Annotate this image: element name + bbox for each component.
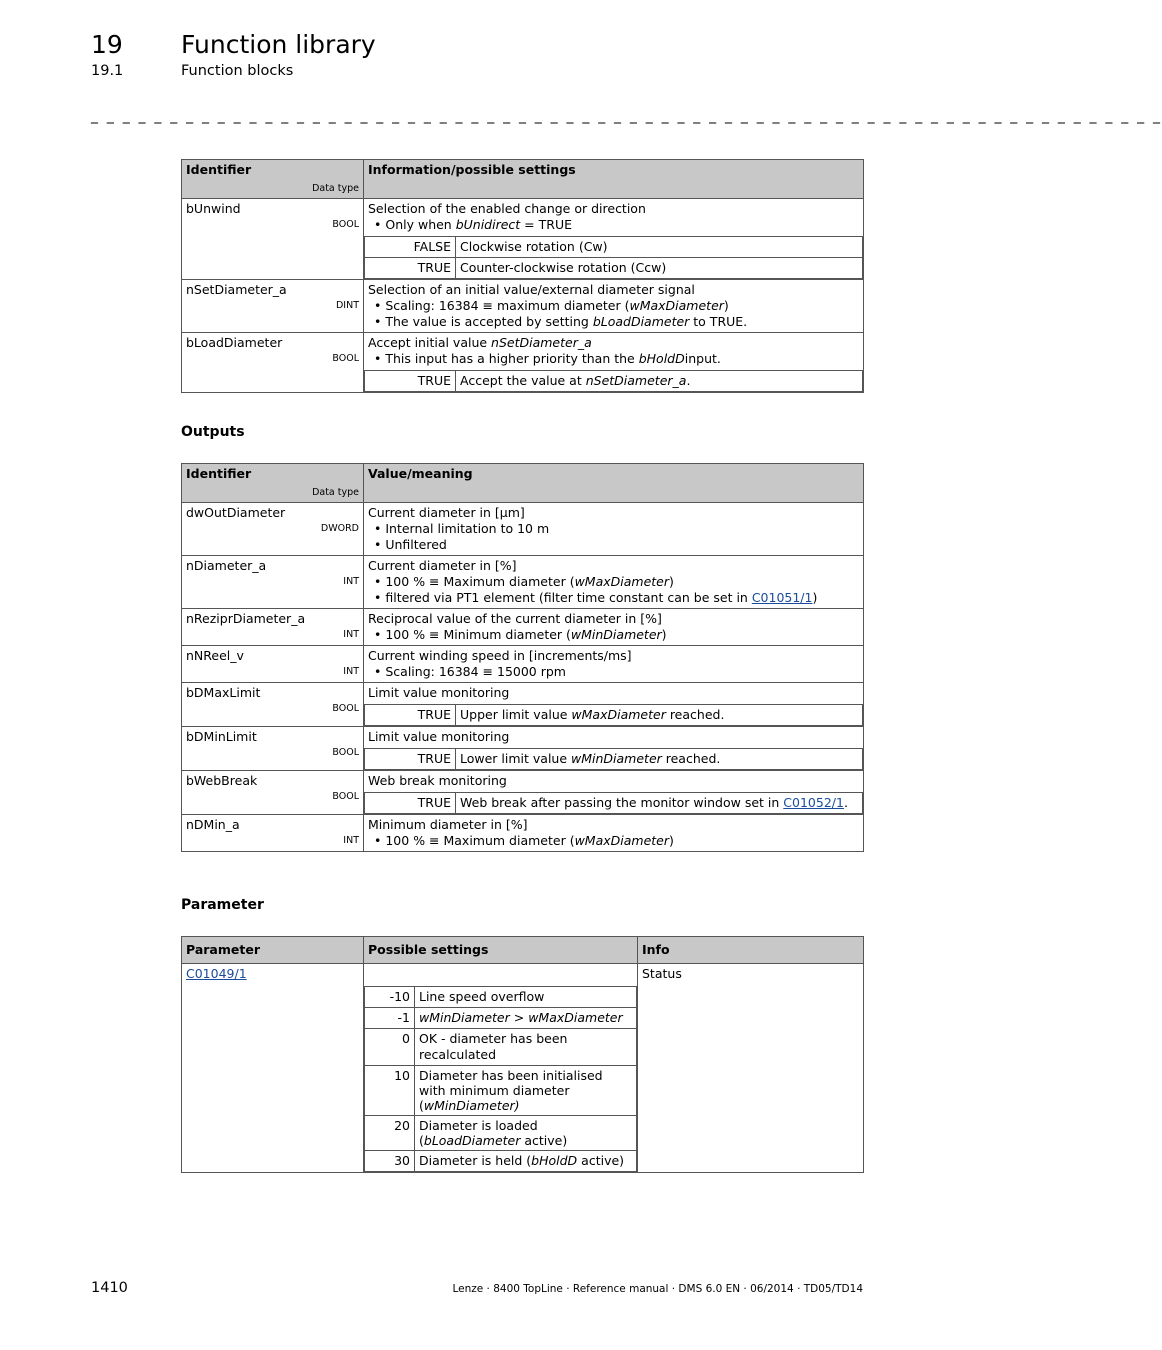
identifier: bDMaxLimit (186, 685, 261, 700)
data-type: BOOL (332, 703, 359, 714)
outputs-heading: Outputs (181, 424, 245, 440)
inputs-col-datatype: Data type (312, 183, 359, 194)
table-row: bDMinLimit BOOL Limit value monitoring TRUE Lower limit value wMinDiameter reached. (182, 727, 864, 771)
page-number: 1410 (91, 1280, 128, 1296)
identifier: bWebBreak (186, 773, 258, 788)
param-info: Status (638, 964, 864, 1173)
link-c01052[interactable]: C01052/1 (783, 795, 844, 810)
data-type: BOOL (332, 747, 359, 758)
data-type: DWORD (320, 523, 359, 534)
data-type: DINT (335, 300, 359, 311)
chapter-title: Function library (181, 30, 376, 59)
outputs-col-value: Value/meaning (364, 464, 864, 503)
table-row: nDMin_a INT Minimum diameter in [%] • 100 % ≡ Maximum diameter (wMaxDiameter) (182, 815, 864, 852)
data-type: INT (343, 629, 359, 640)
identifier: nNReel_v (186, 648, 244, 663)
inputs-col-identifier: Identifier Data type (182, 160, 364, 199)
table-row: bDMaxLimit BOOL Limit value monitoring TRUE Upper limit value wMaxDiameter reached. (182, 683, 864, 727)
identifier: dwOutDiameter (186, 505, 286, 520)
section-number: 19.1 (91, 63, 124, 79)
table-row: nDiameter_a INT Current diameter in [%] • 100 % ≡ Maximum diameter (wMaxDiameter) • filtered via PT1 element (filter time constant can be set in C01051/1) (182, 556, 864, 609)
link-c01049[interactable]: C01049/1 (186, 966, 247, 981)
data-type: INT (343, 576, 359, 587)
identifier: nSetDiameter_a (186, 282, 287, 297)
table-row: bLoadDiameter BOOL Accept initial value nSetDiameter_a • This input has a higher priority than the bHoldDinput. TRUE Accept the value at nSetDiameter_a. (182, 333, 864, 393)
footer-text: Lenze · 8400 TopLine · Reference manual · DMS 6.0 EN · 06/2014 · TD05/TD14 (452, 1283, 863, 1295)
data-type: BOOL (332, 791, 359, 802)
identifier: nDMin_a (186, 817, 240, 832)
identifier: bLoadDiameter (186, 335, 283, 350)
parameter-heading: Parameter (181, 897, 264, 913)
identifier: bDMinLimit (186, 729, 257, 744)
inputs-table (181, 159, 864, 393)
outputs-table (181, 463, 864, 852)
table-row: C01049/1 -10 Line speed overflow -1 wMinDiameter > wMaxDiameter 0 OK - diameter has been recalculated 10 Diameter has been initialised with minimum diameter (wMinDiameter) 20 Diameter is loaded (bLoadDiameter active) 30 Diameter is held (bHoldD active) Status (182, 964, 864, 1173)
identifier: nReziprDiameter_a (186, 611, 306, 626)
header-rule: _ _ _ _ _ _ _ _ _ _ _ _ _ _ _ _ _ _ _ _ _ _ _ _ _ _ _ _ _ _ _ _ _ _ _ _ _ _ _ _ _ _ _ _ _ _ _ _ _ _ _ _ _ _ _ _ _ _ _ _ _ _ _ _ _ _ _ _ (91, 108, 1162, 124)
outputs-col-identifier: Identifier Data type (182, 464, 364, 503)
table-row: nReziprDiameter_a INT Reciprocal value of the current diameter in [%] • 100 % ≡ Minimum diameter (wMinDiameter) (182, 609, 864, 646)
identifier: bUnwind (186, 201, 241, 216)
section-title: Function blocks (181, 63, 294, 79)
table-row: bWebBreak BOOL Web break monitoring TRUE Web break after passing the monitor window set in C01052/1. (182, 771, 864, 815)
inputs-col-info: Information/possible settings (364, 160, 864, 199)
table-row: nNReel_v INT Current winding speed in [increments/ms] • Scaling: 16384 ≡ 15000 rpm (182, 646, 864, 683)
param-col-settings: Possible settings (364, 937, 638, 964)
table-row: dwOutDiameter DWORD Current diameter in [µm] • Internal limitation to 10 m • Unfiltered (182, 503, 864, 556)
parameter-table (181, 936, 864, 1173)
link-c01051[interactable]: C01051/1 (751, 590, 813, 605)
identifier: nDiameter_a (186, 558, 267, 573)
data-type: BOOL (332, 353, 359, 364)
data-type: BOOL (332, 219, 359, 230)
table-row: nSetDiameter_a DINT Selection of an initial value/external diameter signal • Scaling: 16384 ≡ maximum diameter (wMaxDiameter) • The value is accepted by setting bLoadDiameter to TRUE. (182, 280, 864, 333)
outputs-col-datatype: Data type (312, 487, 359, 498)
data-type: INT (343, 666, 359, 677)
param-col-info: Info (638, 937, 864, 964)
chapter-number: 19 (91, 30, 123, 59)
param-col-parameter: Parameter (182, 937, 364, 964)
table-row: bUnwind BOOL Selection of the enabled change or direction • Only when bUnidirect = TRUE FALSE Clockwise rotation (Cw) TRUE Counter-clockwise rotation (Ccw) (182, 199, 864, 280)
data-type: INT (343, 835, 359, 846)
